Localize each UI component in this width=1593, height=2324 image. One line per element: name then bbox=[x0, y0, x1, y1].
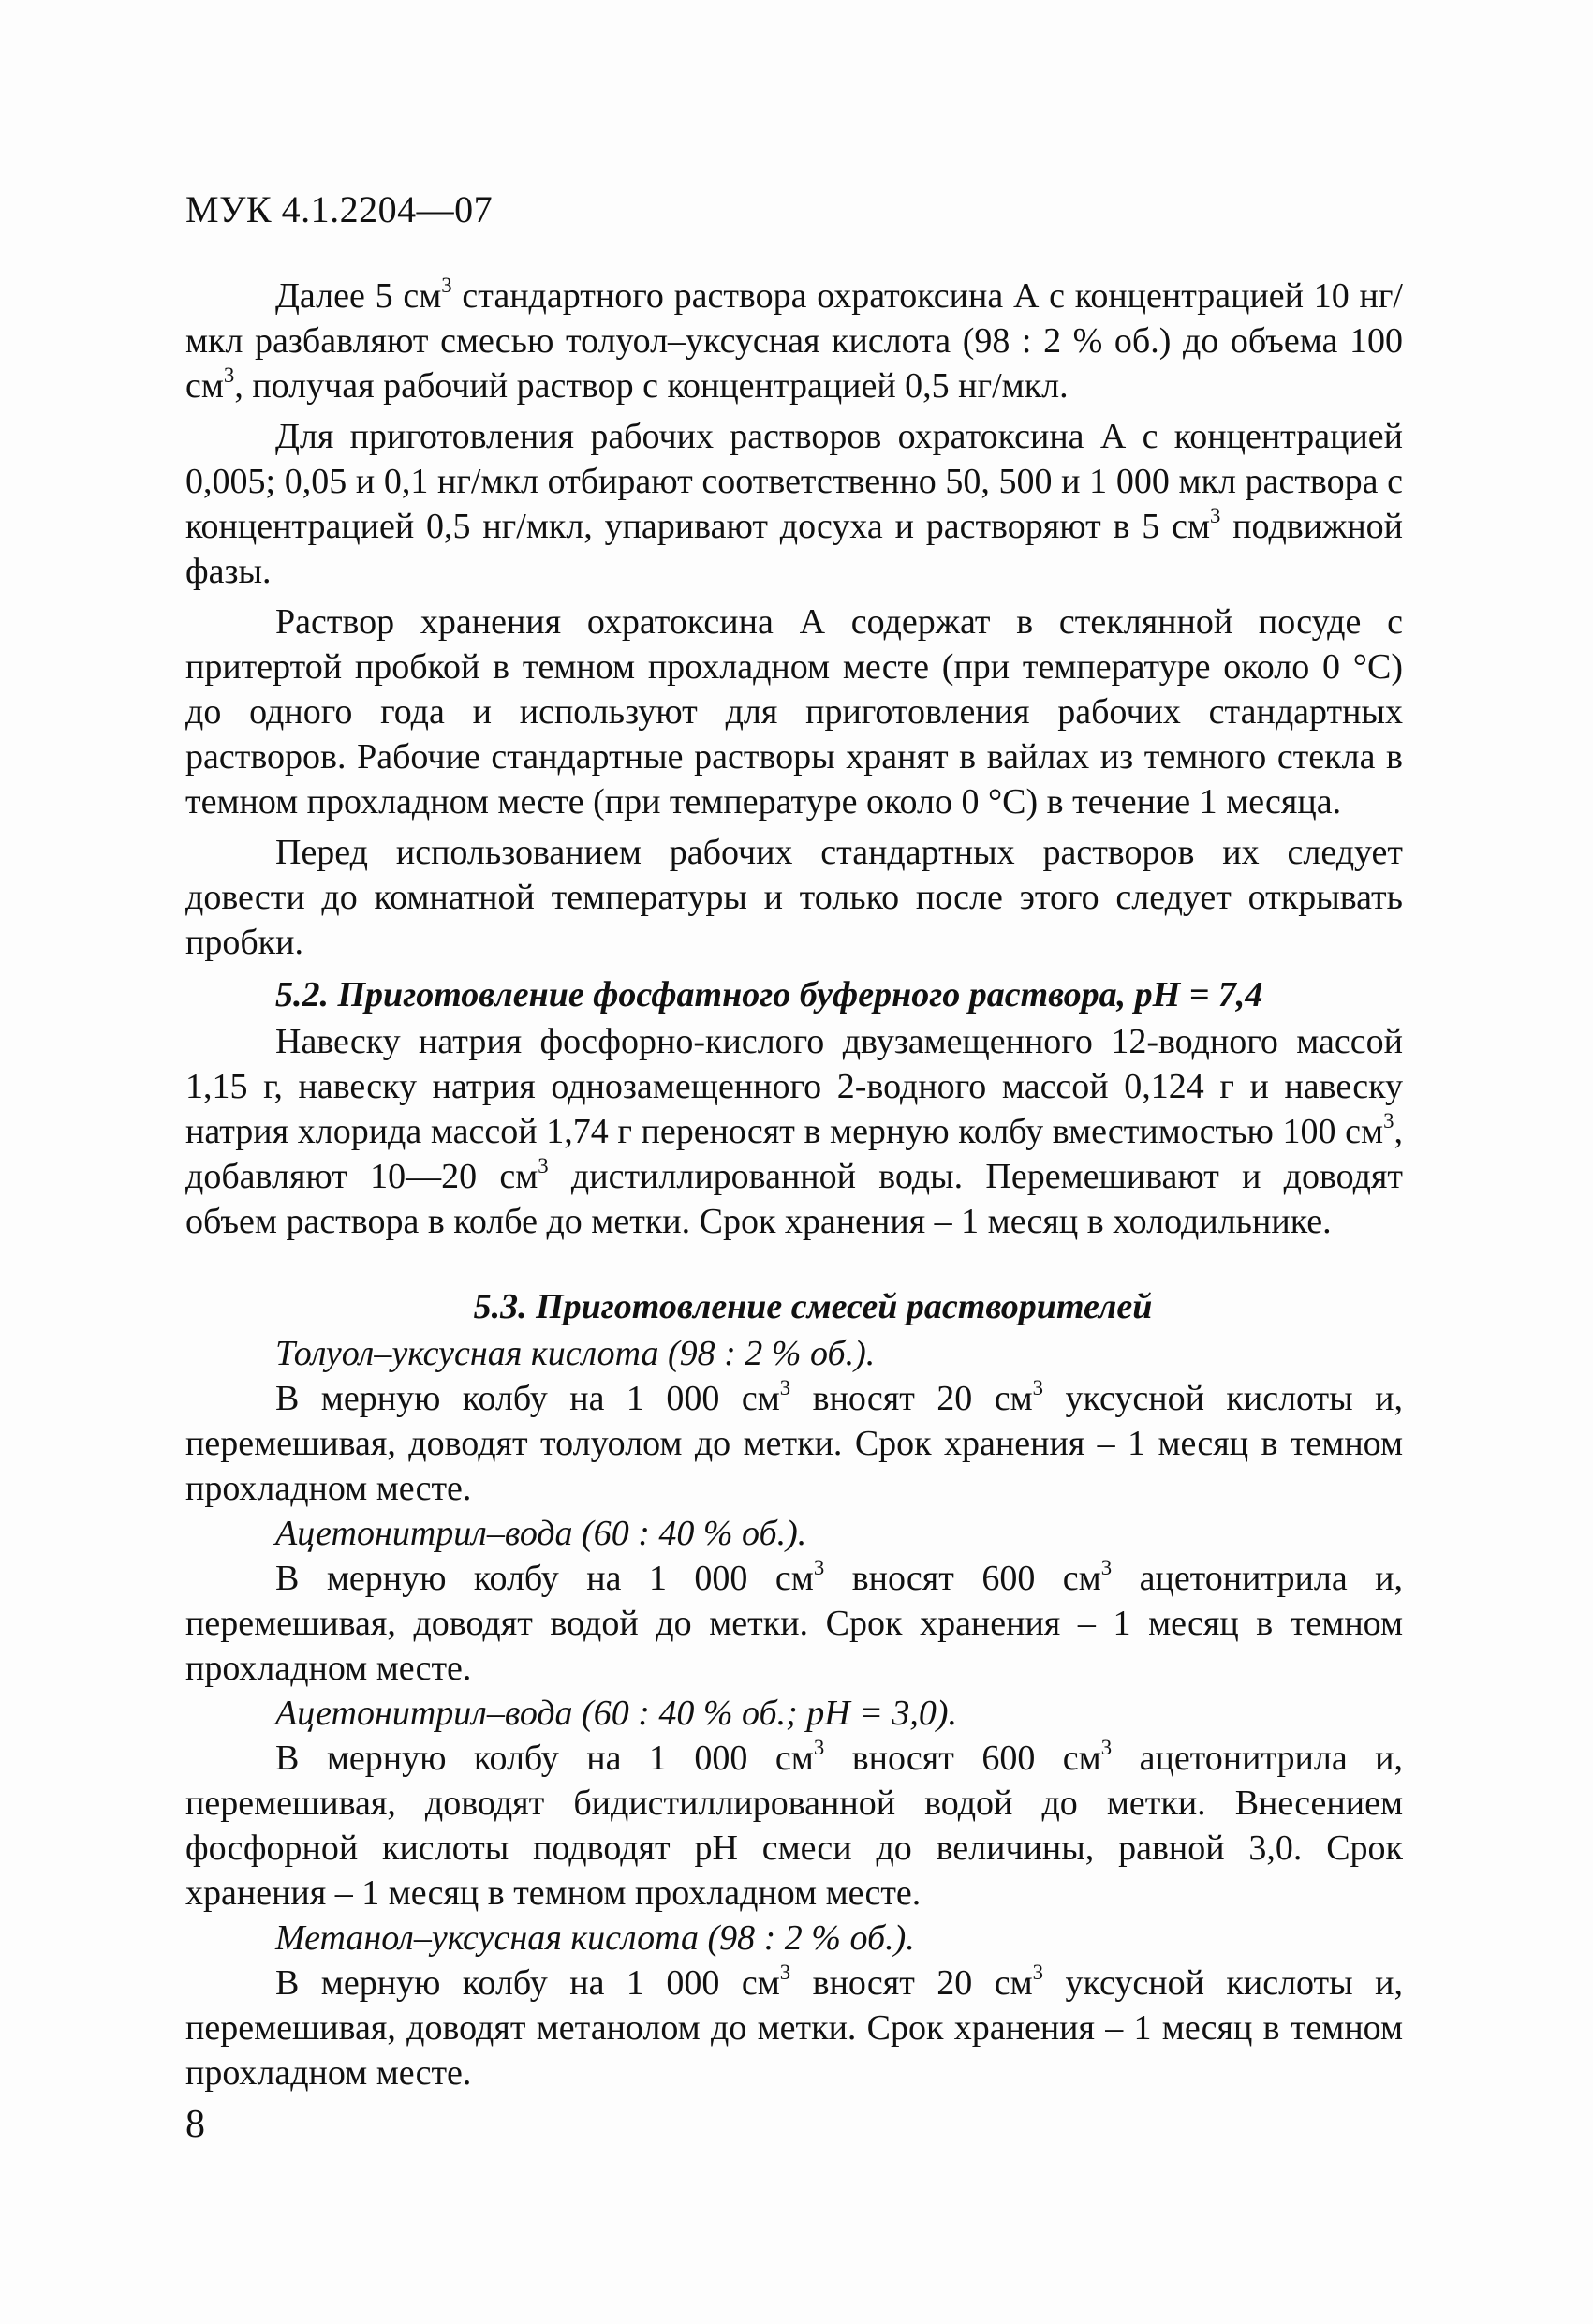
section-heading: 5.3. Приготовление смесей растворителей bbox=[473, 1287, 1153, 1326]
subheading: Метанол–уксусная кислота (98 : 2 % об.). bbox=[275, 1918, 915, 1958]
paragraph: В мерную колбу на 1 000 $см^3$ вносят 20 $см^3$ уксусной кислоты и, перемешивая, доводят толуолом до метки. Срок хранения – 1 месяц в темном прохладном месте. bbox=[185, 1376, 1403, 1508]
section-heading: 5.2. Приготовление фосфатного буферного раствора, рН = 7,4 bbox=[275, 975, 1263, 1014]
section-5-3-body bbox=[185, 1331, 1403, 2095]
subheading: Ацетонитрил–вода (60 : 40 % об.; рН = 3,0). bbox=[275, 1694, 958, 1733]
paragraph: Далее 5 $см^3$ стандартного раствора охратоксина А с концентрацией 10 нг/мкл разбавляют смесью толуол–уксусная кислота (98 : 2 % об.) до объема 100 $см^3$, получая рабочий раствор с концентрацией 0,5 нг/мкл. bbox=[185, 274, 1403, 406]
paragraph: Навеску натрия фосфорно-кислого двузамещенного 12-водного массой 1,15 г, навеску натрия однозамещенного 2-водного массой 0,124 г и навеску натрия хлорида массой 1,74 г переносят в мерную колбу вместимостью 100 $см^3$, добавляют 10—20 $см^3$ дистиллированной воды. Перемешивают и доводят объем раствора в колбе до метки. Срок хранения – 1 месяц в холодильнике. bbox=[185, 1022, 1403, 1241]
paragraph: Для приготовления рабочих растворов охратоксина А с концентрацией 0,005; 0,05 и 0,1 нг/мкл отбирают соответственно 50, 500 и 1 000 мкл раствора с концентрацией 0,5 нг/мкл, упаривают досуха и растворяют в 5 $см^3$ подвижной фазы. bbox=[185, 417, 1403, 591]
section-5-1-continuation bbox=[185, 274, 1403, 970]
paragraph: Раствор хранения охратоксина А содержат в стеклянной посуде с притертой пробкой в темном прохладном месте (при температуре около 0 °С) до одного года и используют для приготовления рабочих стандартных растворов. Рабочие стандартные растворы хранят в вайлах из темного стекла в темном прохладном месте (при температуре около 0 °С) в течение 1 месяца. bbox=[185, 602, 1403, 822]
subheading: Толуол–уксусная кислота (98 : 2 % об.). bbox=[275, 1334, 876, 1373]
page-number: 8 bbox=[185, 2103, 205, 2146]
paragraph: Перед использованием рабочих стандартных растворов их следует довести до комнатной температуры и только после этого следует открывать пробки. bbox=[185, 833, 1403, 962]
paragraph: В мерную колбу на 1 000 $см^3$ вносят 600 $см^3$ ацетонитрила и, перемешивая, доводят бидистиллированной водой до метки. Внесением фосфорной кислоты подводят рН смеси до величины, равной 3,0. Срок хранения – 1 месяц в темном прохладном месте. bbox=[185, 1736, 1404, 1913]
paragraph: В мерную колбу на 1 000 $см^3$ вносят 20 $см^3$ уксусной кислоты и, перемешивая, доводят метанолом до метки. Срок хранения – 1 месяц в темном прохладном месте. bbox=[185, 1961, 1403, 2093]
paragraph: В мерную колбу на 1 000 $см^3$ вносят 600 $см^3$ ацетонитрила и, перемешивая, доводят водой до метки. Срок хранения – 1 месяц в темном прохладном месте. bbox=[185, 1556, 1404, 1688]
section-5-2-body bbox=[185, 1019, 1403, 1244]
document-header: МУК 4.1.2204—07 bbox=[185, 188, 494, 230]
subheading: Ацетонитрил–вода (60 : 40 % об.). bbox=[275, 1514, 807, 1553]
